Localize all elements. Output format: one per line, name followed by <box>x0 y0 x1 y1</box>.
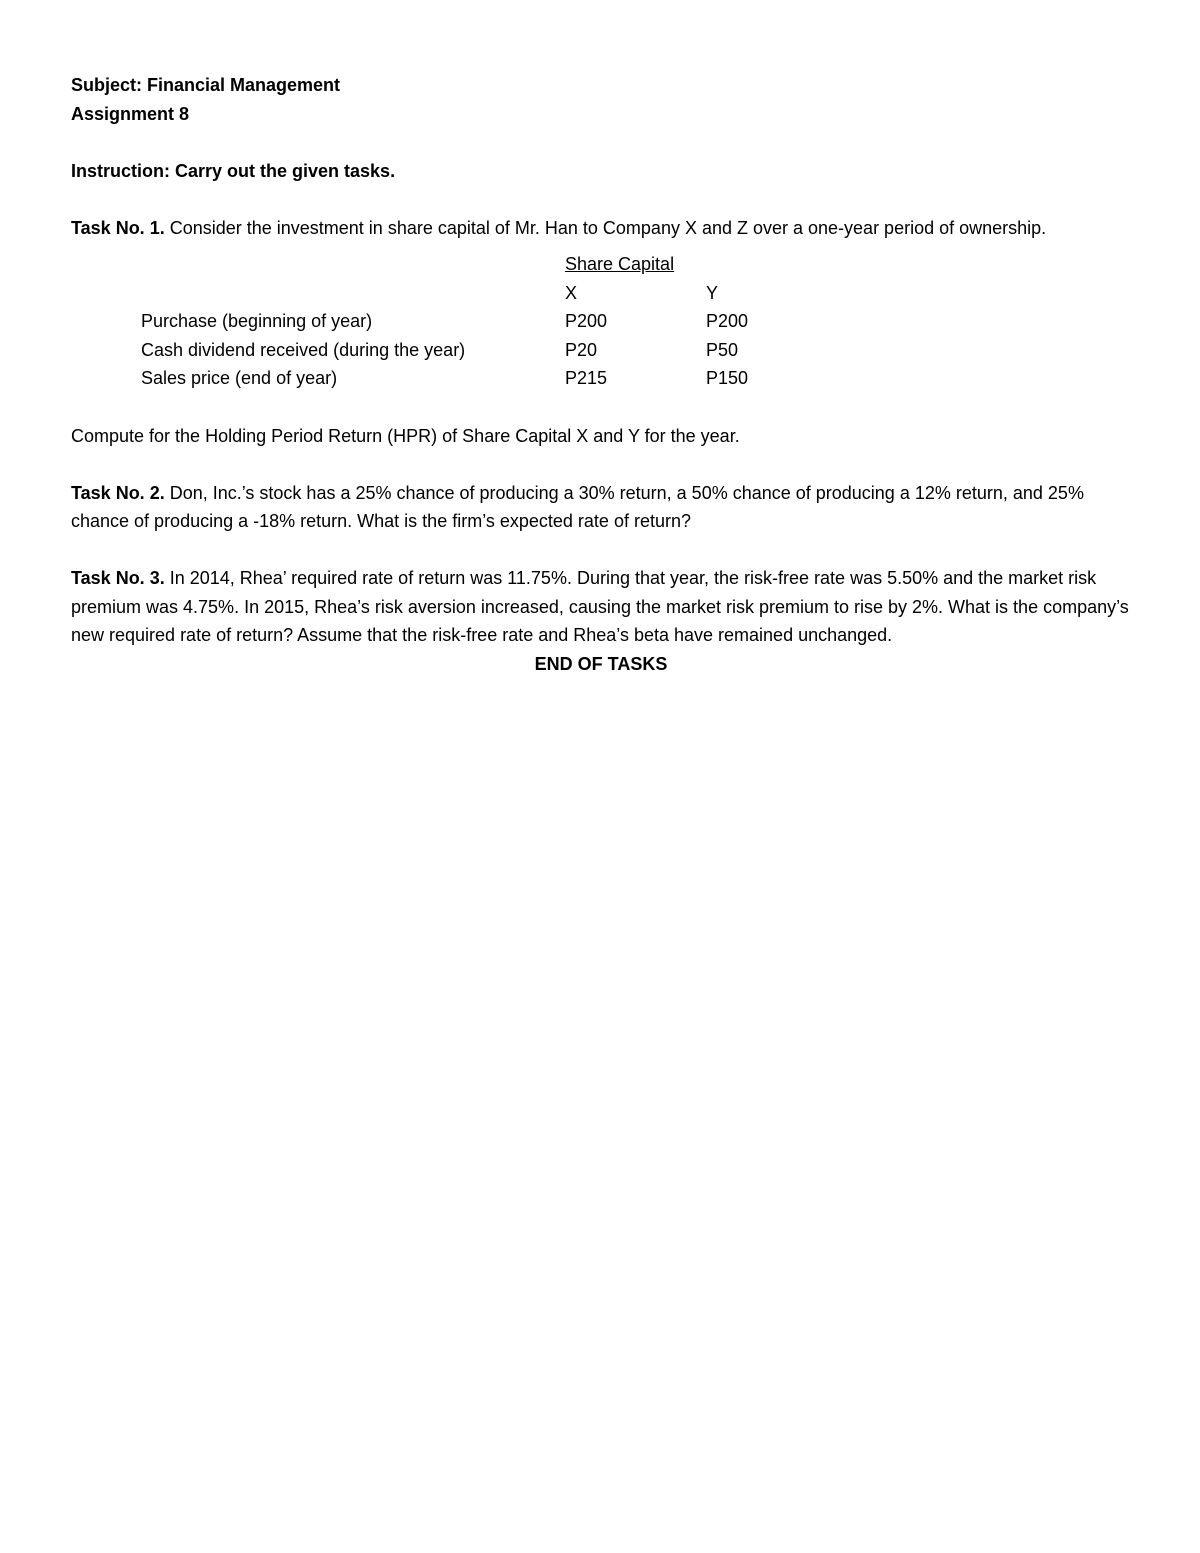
task1-text: Consider the investment in share capital of Mr. Han to Company X and Z over a one-year period of ownership. <box>164 217 1047 238</box>
task3-text: In 2014, Rhea’ required rate of return was 11.75%. During that year, the risk-free rate was 5.50% and the market risk premium was 4.75%. In 2015, Rhea’s risk aversion increased, causing the market risk premium to rise by 2%. What is the company’s new required rate of return? Assume that the risk-free rate and Rhea’s beta have remained unchanged. <box>71 568 1129 645</box>
task3-label: Task No. 3. <box>71 568 165 588</box>
task1-paragraph <box>71 214 1131 243</box>
subject-line: Subject: Financial Management <box>71 75 341 95</box>
table-column-header-row <box>71 279 1131 308</box>
table-row <box>71 364 1131 393</box>
table-cell-x: P200 <box>565 311 608 331</box>
table-cell-y: P150 <box>706 368 749 388</box>
task2-paragraph <box>71 479 1131 536</box>
document-page <box>71 71 1131 678</box>
table-row-label: Sales price (end of year) <box>141 368 338 388</box>
table-cell-x: P20 <box>565 339 598 360</box>
instruction-text: Carry out the given tasks. <box>170 160 396 181</box>
table-row <box>71 307 1131 336</box>
share-capital-table <box>71 250 1131 393</box>
table-row <box>71 336 1131 365</box>
task2-label: Task No. 2. <box>71 482 165 503</box>
table-cell-y: P200 <box>706 311 749 331</box>
instruction-label: Instruction: <box>71 160 170 181</box>
task1-label: Task No. 1. <box>71 217 165 238</box>
table-group-header: Share Capital <box>565 254 675 274</box>
task3-paragraph <box>71 564 1131 650</box>
table-cell-y: P50 <box>706 339 739 360</box>
task2-text: Don, Inc.’s stock has a 25% chance of producing a 30% return, a 50% chance of producing a 12% return, and 25% chance of producing a -18% return. What is the firm’s expected rate of return? <box>71 482 1084 531</box>
end-of-tasks: END OF TASKS <box>534 653 668 674</box>
table-cell-x: P215 <box>565 368 608 388</box>
table-group-header-row <box>71 250 1131 279</box>
table-column-header-y: Y <box>706 282 719 303</box>
task1-question: Compute for the Holding Period Return (HPR) of Share Capital X and Y for the year. <box>71 425 740 446</box>
assignment-line: Assignment 8 <box>71 103 190 124</box>
table-column-header-x: X <box>565 282 578 303</box>
table-row-label: Cash dividend received (during the year) <box>141 339 466 360</box>
table-row-label: Purchase (beginning of year) <box>141 311 373 331</box>
instruction-line <box>71 157 1131 186</box>
